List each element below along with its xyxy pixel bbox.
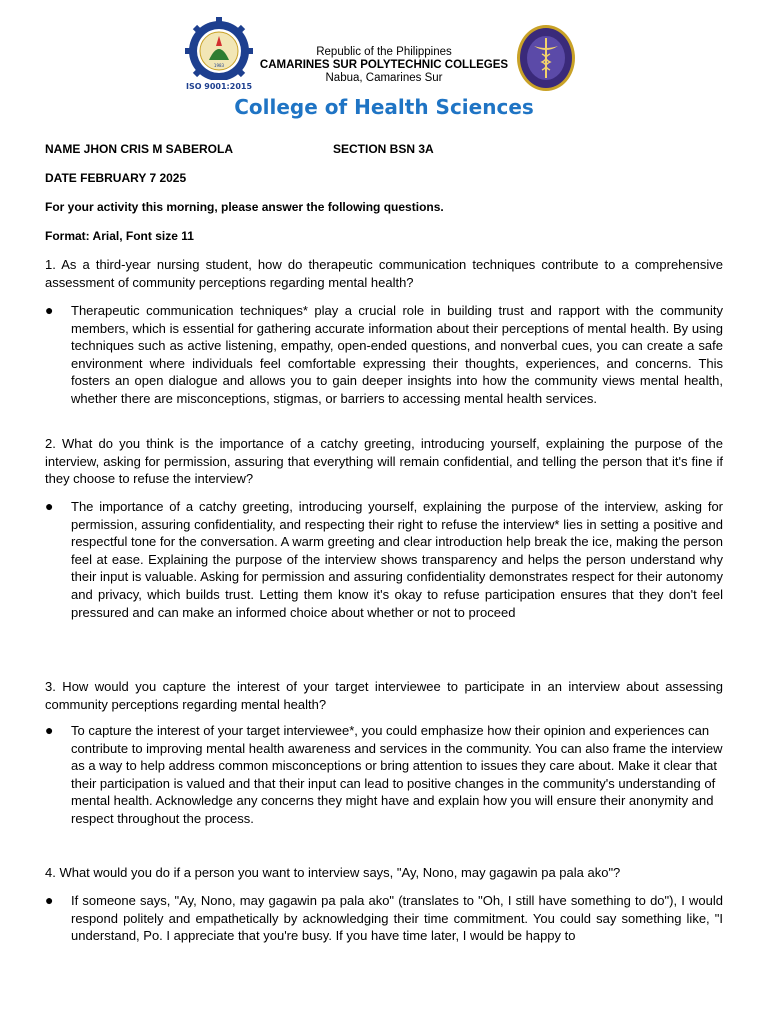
question-2: 2. What do you think is the importance of a catchy greeting, introducing yourself, explaining the purpose of the interview, asking for permission, assuring that everything will remain confidential, and telling the person that it's fine if they choose to refuse the interview?: [45, 436, 723, 487]
student-name: NAME JHON CRIS M SABEROLA: [45, 142, 234, 156]
bullet-icon: ●: [45, 722, 54, 738]
republic-line: Republic of the Philippines: [316, 46, 452, 58]
answer-4: [45, 892, 723, 945]
student-section: SECTION BSN 3A: [333, 142, 434, 156]
answer-3: [45, 722, 723, 828]
answer-4-text: If someone says, "Ay, Nono, may gagawin pa pala ako" (translates to "Oh, I still have something to do"), I would respond politely and empathetically by acknowledging their time commitment. You could say something like, "I understand, Po. I appreciate that you're busy. If you have time later, I would be happy to: [71, 893, 723, 944]
school-location: Nabua, Camarines Sur: [325, 72, 443, 84]
answer-2: [45, 498, 723, 621]
svg-text:ISO 9001:2015: ISO 9001:2015: [185, 82, 253, 91]
health-sciences-seal-logo: [516, 24, 576, 92]
school-name: CAMARINES SUR POLYTECHNIC COLLEGES: [259, 59, 509, 71]
bullet-icon: ●: [45, 302, 54, 318]
question-4: 4. What would you do if a person you want to interview says, "Ay, Nono, may gagawin pa pala ako"?: [45, 865, 621, 880]
svg-text:1983: 1983: [213, 63, 225, 68]
activity-date: DATE FEBRUARY 7 2025: [45, 171, 187, 185]
college-title: College of Health Sciences: [234, 95, 534, 119]
activity-instruction: For your activity this morning, please answer the following questions.: [45, 200, 444, 214]
answer-1-text: Therapeutic communication techniques* play a crucial role in building trust and rapport with the community members, which is essential for gathering accurate information about their perceptions of mental health. By using techniques such as active listening, empathy, open-ended questions, and nonverbal cues, you can create a safe environment where individuals feel comfortable expressing their thoughts, experiences, and concerns. This fosters an open dialogue and allows you to gain deeper insights into how the community views mental health, whether there are misconceptions, stigmas, or barriers to accessing mental health services.: [71, 303, 723, 406]
letterhead: [0, 0, 768, 130]
answer-2-text: The importance of a catchy greeting, introducing yourself, explaining the purpose of the interview, asking for permission, assuring confidentiality, and respecting their right to refuse the interview* lies in setting a positive and respectful tone for the conversation. A warm greeting and clear introduction help break the ice, making the person feel at ease. Explaining the purpose of the interview shows transparency and helps the person understand why their input is valuable. Asking for permission and assuring confidentiality demonstrates respect for their autonomy and privacy, which builds trust. Letting them know it's okay to refuse participation ensures that they don't feel pressured and can make an informed choice about whether or not to proceed: [71, 499, 723, 620]
bullet-icon: ●: [45, 892, 54, 908]
bullet-icon: ●: [45, 498, 54, 514]
answer-1: [45, 302, 723, 408]
answer-3-text: To capture the interest of your target interviewee*, you could emphasize how their opinion and experiences can contribute to improving mental health awareness and services in the community. You can also frame the interview as a way to help address common misconceptions or bring attention to issues they care about. Make it clear that their participation is valued and that their input can lead to positive changes in the community's understanding of mental health. Acknowledge any concerns they might have and explain how you will ensure their anonymity and respect throughout the process.: [71, 723, 723, 826]
question-3: 3. How would you capture the interest of your target interviewee to participate in an interview about assessing community perceptions regarding mental health?: [45, 679, 723, 712]
question-1: 1. As a third-year nursing student, how do therapeutic communication techniques contribute to a comprehensive assessment of community perceptions regarding mental health?: [45, 257, 723, 290]
format-note: Format: Arial, Font size 11: [45, 229, 194, 243]
